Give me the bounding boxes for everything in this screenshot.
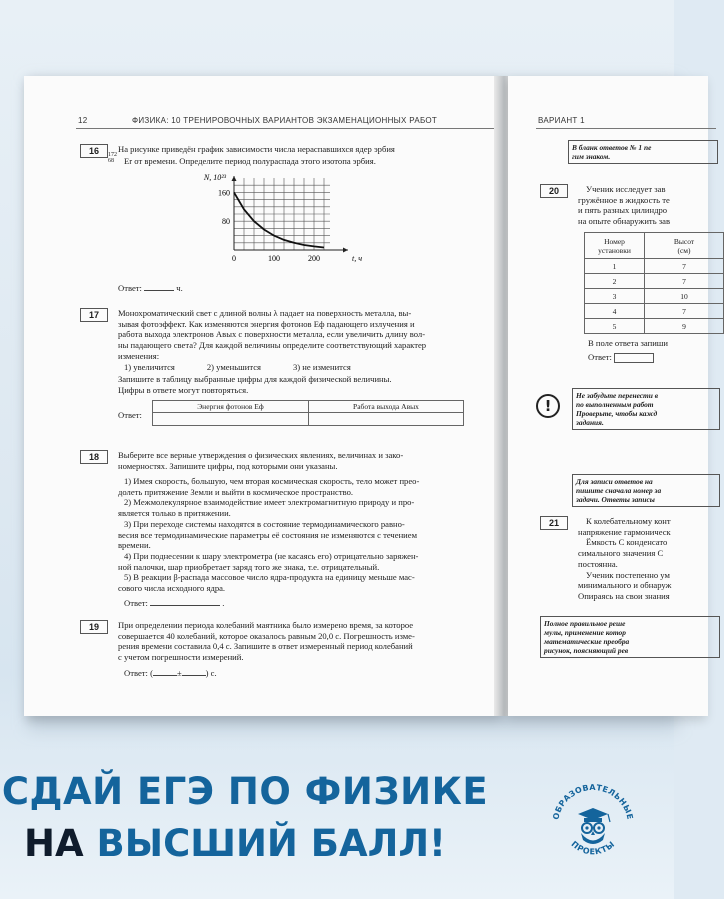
task20-answer-hint: В поле ответа запиши (588, 338, 669, 348)
table-cell: 2 (585, 274, 645, 289)
warning-icon: ! (536, 394, 560, 418)
x-axis-label: t, ч (352, 254, 363, 263)
table-cell: 9 (645, 319, 724, 334)
task17-text: Монохроматический свет с длиной волны λ падает на поверхность металла, вы- зывая фотоэффект. Как изменяются энергия фотонов Eф падающего излучения и работа выхода электронов Aвых с поверхности металла, если увеличить длину вол- ны падающего света? Для каждой величины определите соответствующий характер изменения: (118, 308, 427, 361)
header-rule (76, 128, 494, 129)
y-axis-arrow (232, 176, 237, 181)
svg-text:ПРОЕКТЫ: ПРОЕКТЫ (569, 839, 617, 857)
table-cell: 7 (645, 304, 724, 319)
table-cell: 1 (585, 259, 645, 274)
note-transfer: Не забудьте перенести в по выполненным работ Проверьте, чтобы кажд задания. (572, 388, 720, 430)
publisher-logo (548, 780, 638, 870)
table-cell: 3 (585, 289, 645, 304)
task16-text2: Er от времени. Определите период полураспада этого изотопа эрбия. (124, 156, 376, 166)
banner-headline: СДАЙ ЕГЭ ПО ФИЗИКЕ (1, 770, 489, 813)
task17-answer-table (152, 400, 464, 426)
task20-text: Ученик исследует зав гружённое в жидкость те и пять разных цилиндро на опыте обнаружить зав (578, 184, 671, 227)
y-tick-label: 80 (222, 217, 230, 227)
task17-instructions: Запишите в таблицу выбранные цифры для каждой физической величины. Цифры в ответе могут повторяться. (118, 374, 392, 395)
x-tick-label: 0 (232, 254, 236, 263)
table-cell: 4 (585, 304, 645, 319)
task19-text: При определении периода колебаний маятника было измерено время, за которое совершается 40 колебаний, которое оказалось равным 20,0 с. Погрешность изме- рения времени составила 0,4 с. Запишите в ответ измеренный период колебаний с учетом погрешности измерений. (118, 620, 415, 663)
y-tick-label: 160 (218, 188, 230, 198)
note-answer-sheet: В бланк ответов № 1 пе гим знаком. (568, 140, 718, 164)
decay-chart (200, 172, 363, 280)
task-number-18: 18 (80, 450, 108, 464)
task16-text1: На рисунке приведён график зависимости числа нераспавшихся ядер эрбия (118, 144, 395, 154)
x-axis-arrow (343, 248, 348, 253)
task-number-20: 20 (540, 184, 568, 198)
table-header: Номер установки (585, 233, 645, 259)
note-full-solution: Полное правильное реше мулы, применение котор математические преобра рисунок, поясняющий рев (540, 616, 720, 658)
task-number-21: 21 (540, 516, 568, 530)
table-cell: 7 (645, 274, 724, 289)
table-header: Работа выхода Aвых (309, 401, 464, 413)
answer-blank[interactable] (150, 598, 220, 606)
task20-answer: Ответ: (588, 352, 718, 363)
table-cell: 7 (645, 259, 724, 274)
running-title: ФИЗИКА: 10 ТРЕНИРОВОЧНЫХ ВАРИАНТОВ ЭКЗАМЕНАЦИОННЫХ РАБОТ (132, 116, 438, 125)
x-tick-label: 100 (268, 254, 280, 263)
svg-text:ОБРАЗОВАТЕЛЬНЫЕ: ОБРАЗОВАТЕЛЬНЫЕ (551, 782, 635, 821)
running-title-right: ВАРИАНТ 1 (538, 116, 585, 125)
task18-items: 1) Имея скорость, большую, чем вторая космическая скорость, тело может прео- долеть притяжение Земли и выйти в космическое пространство. 2) Межмолекулярное взаимодействие имеет электромагнитную природу и про- является только в притяжении. 3) При переходе системы находятся в состояние термодинамического равно- весия все термодинамические параметры её состояния не изменяются с течением времени. 4) При поднесении к шару электрометра (не касаясь его) отрицательно заряжен- ной палочки, шар приобретает заряд того же знака, т.е. отрицательный. 5) В реакции β-распада массовое число ядра-продукта на единицу меньше мас- сового числа исходного ядра. (118, 476, 420, 594)
task-number-19: 19 (80, 620, 108, 634)
answer-box[interactable] (614, 353, 654, 363)
right-page (508, 76, 708, 716)
table-header: Высот (см) (645, 233, 724, 259)
table-header: Энергия фотонов Eф (153, 401, 309, 413)
answer-cell[interactable] (153, 413, 309, 426)
task21-text: К колебательному конт напряжение гармоническ Ёмкость C конденсато симального значения C постоянна. Ученик постепенно ум минимального и обнаруж Опираясь на свои знания (578, 516, 672, 601)
isotope-indices: 172 68 (108, 152, 117, 164)
note-answers: Для записи ответов на пишите сначала номер за задачи. Ответы записы (572, 474, 720, 507)
task17-answer-label: Ответ: (118, 410, 142, 420)
header-rule-right (536, 128, 716, 129)
y-axis-label: N, 10²³ (203, 173, 226, 182)
left-page (24, 76, 500, 716)
error-blank[interactable] (182, 668, 206, 676)
x-tick-label: 200 (308, 254, 320, 263)
answer-cell[interactable] (309, 413, 464, 426)
task19-answer: Ответ: ( ± ) с. (124, 668, 217, 678)
owl-graduate-icon (578, 808, 610, 844)
decay-curve (234, 192, 324, 247)
page-number: 12 (78, 116, 88, 125)
answer-blank[interactable] (153, 668, 177, 676)
table-cell: 5 (585, 319, 645, 334)
task17-options: 1) увеличится 2) уменьшится 3) не изменится (124, 362, 351, 372)
task-number-17: 17 (80, 308, 108, 322)
banner-subheadline: НА ВЫСШИЙ БАЛЛ! (24, 822, 446, 865)
task18-answer: Ответ: . (124, 598, 225, 608)
answer-blank[interactable] (144, 283, 174, 291)
task16-answer: Ответ: ч. (118, 283, 183, 293)
table-cell: 10 (645, 289, 724, 304)
task-number-16: 16 (80, 144, 108, 158)
task18-text: Выберите все верные утверждения о физических явлениях, величинах и зако- номерностях. Запишите цифры, под которыми они указаны. (118, 450, 404, 471)
task20-table (584, 232, 724, 334)
